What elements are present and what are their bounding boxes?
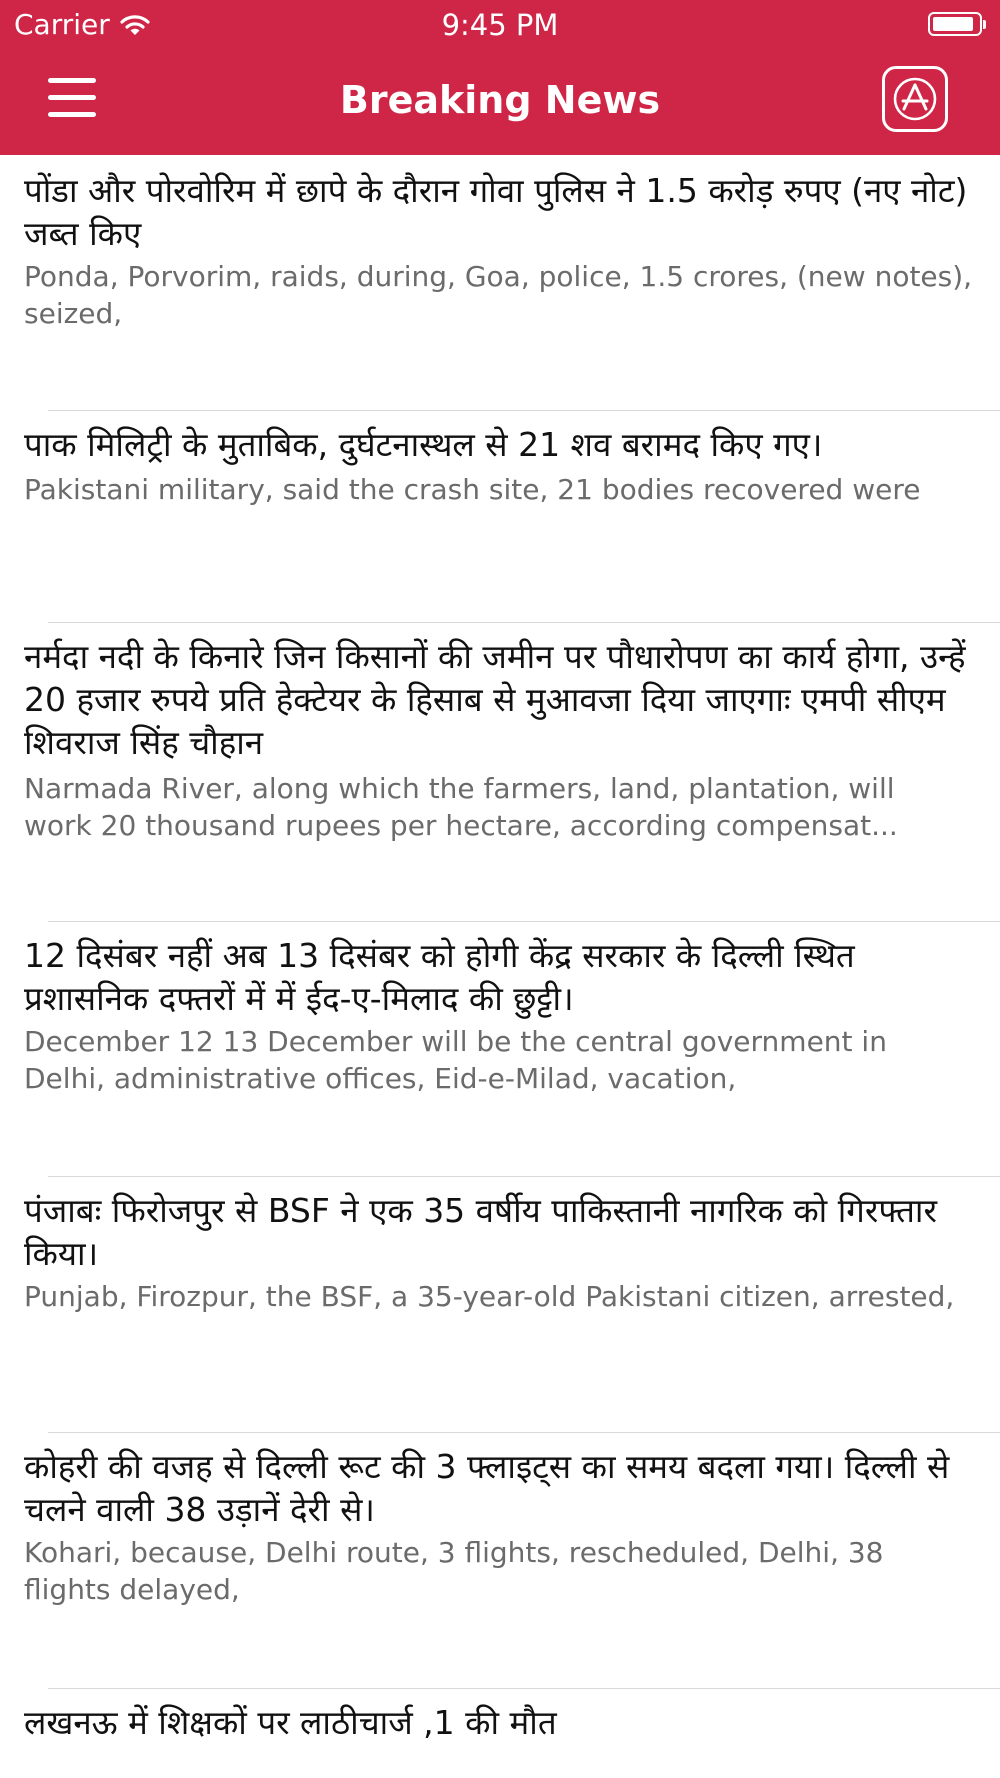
news-keywords-line-2: work 20 thousand rupees per hectare, according compensat... xyxy=(24,809,898,842)
news-item[interactable] xyxy=(0,1689,1000,1778)
news-keywords: Narmada River, along which the farmers, land, plantation, will xyxy=(24,772,895,805)
news-headline: 12 दिसंबर नहीं अब 13 दिसंबर को होगी केंद्र सरकार के दिल्ली स्थित प्रशासनिक दफ्तरों में में ईद-ए-मिलाद की छुट्टी। xyxy=(24,936,855,1018)
app-store-icon xyxy=(890,74,940,124)
navigation-bar xyxy=(0,50,1000,155)
hamburger-menu-icon xyxy=(42,78,102,117)
news-headline: पाक मिलिट्री के मुताबिक, दुर्घटनास्थल से 21 शव बरामद किए गए। xyxy=(24,425,823,464)
news-item[interactable] xyxy=(0,1433,1000,1688)
status-time: 9:45 PM xyxy=(441,8,559,42)
page-title: Breaking News xyxy=(339,78,661,122)
battery-level xyxy=(933,17,973,31)
news-headline: पंजाबः फिरोजपुर से BSF ने एक 35 वर्षीय पाकिस्तानी नागरिक को गिरफ्तार किया। xyxy=(24,1191,937,1273)
app-store-button[interactable] xyxy=(882,66,948,132)
news-keywords: Kohari, because, Delhi route, 3 flights, rescheduled, Delhi, 38 flights delayed, xyxy=(24,1536,884,1606)
header-bar xyxy=(0,0,1000,155)
news-headline: पोंडा और पोरवोरिम में छापे के दौरान गोवा पुलिस ने 1.5 करोड़ रुपए (नए नोट) जब्त किए xyxy=(24,171,968,253)
news-item[interactable] xyxy=(0,1177,1000,1432)
status-bar xyxy=(0,0,1000,50)
news-keywords: Ponda, Porvorim, raids, during, Goa, police, 1.5 crores, (new notes), seized, xyxy=(24,260,973,330)
news-headline: कोहरी की वजह से दिल्ली रूट की 3 फ्लाइट्स का समय बदला गया। दिल्ली से चलने वाली 38 उड़ानें देरी से। xyxy=(24,1447,950,1529)
news-headline: नर्मदा नदी के किनारे जिन किसानों की जमीन पर पौधारोपण का कार्य होगा, उन्हें 20 हजार रुपये प्रति हेक्टेयर के हिसाब से मुआवजा दिया जाएगाः एमपी सीएम शिवराज सिंह चौहान xyxy=(24,637,966,762)
news-keywords: December 12 13 December will be the central government in Delhi, administrative offices, Eid-e-Milad, vacation, xyxy=(24,1025,887,1095)
news-keywords: Punjab, Firozpur, the BSF, a 35-year-old Pakistani citizen, arrested, xyxy=(24,1280,955,1313)
news-item[interactable] xyxy=(0,155,1000,410)
news-item[interactable] xyxy=(0,411,1000,623)
news-item[interactable] xyxy=(0,623,1000,922)
menu-button[interactable] xyxy=(42,78,102,124)
news-keywords: Pakistani military, said the crash site, 21 bodies recovered were xyxy=(24,473,921,506)
news-headline: लखनऊ में शिक्षकों पर लाठीचार्ज ,1 की मौत xyxy=(24,1703,557,1742)
carrier-label: Carrier xyxy=(14,8,110,41)
news-item[interactable] xyxy=(0,922,1000,1177)
battery-icon xyxy=(928,12,982,36)
